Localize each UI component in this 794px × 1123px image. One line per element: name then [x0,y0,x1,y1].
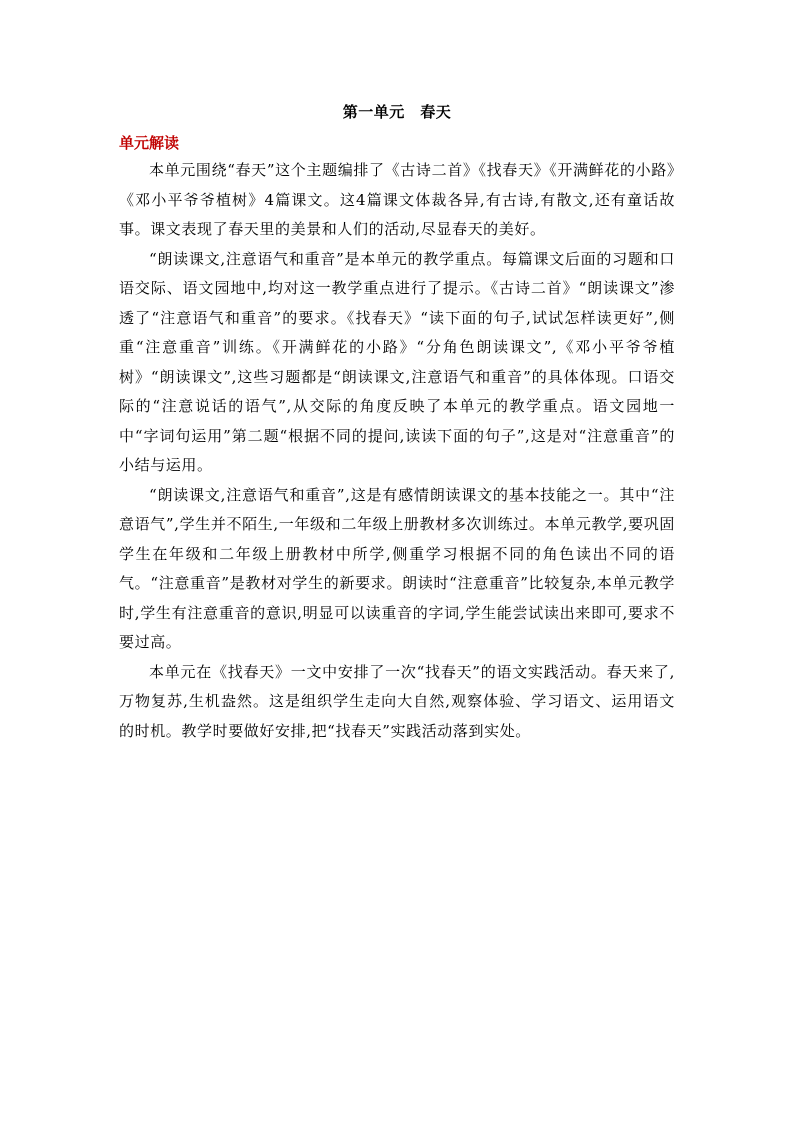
paragraph-3: “朗读课文,注意语气和重音”,这是有感情朗读课文的基本技能之一。其中“注意语气”,学生并不陌生,一年级和二年级上册教材多次训练过。本单元教学,要巩固学生在年级和二年级上册教材中所学,侧重学习根据不同的角色读出不同的语气。“注意重音”是教材对学生的新要求。朗读时“注意重音”比较复杂,本单元教学时,学生有注意重音的意识,明显可以读重音的字词,学生能尝试读出来即可,要求不要过高。 [119,485,675,651]
page-title: 第一单元 春天 [342,103,452,121]
paragraph-2: “朗读课文,注意语气和重音”是本单元的教学重点。每篇课文后面的习题和口语交际、语文园地中,均对这一教学重点进行了提示。《古诗二首》“朗读课文”渗透了“注意语气和重音”的要求。《找春天》“读下面的句子,试试怎样读更好”,侧重“注意重音”训练。《开满鲜花的小路》“分角色朗读课文”,《邓小平爷爷植树》“朗读课文”,这些习题都是“朗读课文,注意语气和重音”的具体体现。口语交际的“注意说话的语气”,从交际的角度反映了本单元的教学重点。语文园地一中“字词句运用”第二题“根据不同的提问,读读下面的句子”,这是对“注意重音”的小结与运用。 [119,249,675,474]
section-heading: 单元解读 [119,134,180,152]
document-page [119,98,675,746]
paragraph-4: 本单元在《找春天》一文中安排了一次“找春天”的语文实践活动。春天来了,万物复苏,生机盎然。这是组织学生走向大自然,观察体验、学习语文、运用语文的时机。教学时要做好安排,把“找春天”实践活动落到实处。 [119,662,675,740]
paragraph-1: 本单元围绕“春天”这个主题编排了《古诗二首》《找春天》《开满鲜花的小路》《邓小平爷爷植树》4篇课文。这4篇课文体裁各异,有古诗,有散文,还有童话故事。课文表现了春天里的美景和人们的活动,尽显春天的美好。 [119,161,675,238]
